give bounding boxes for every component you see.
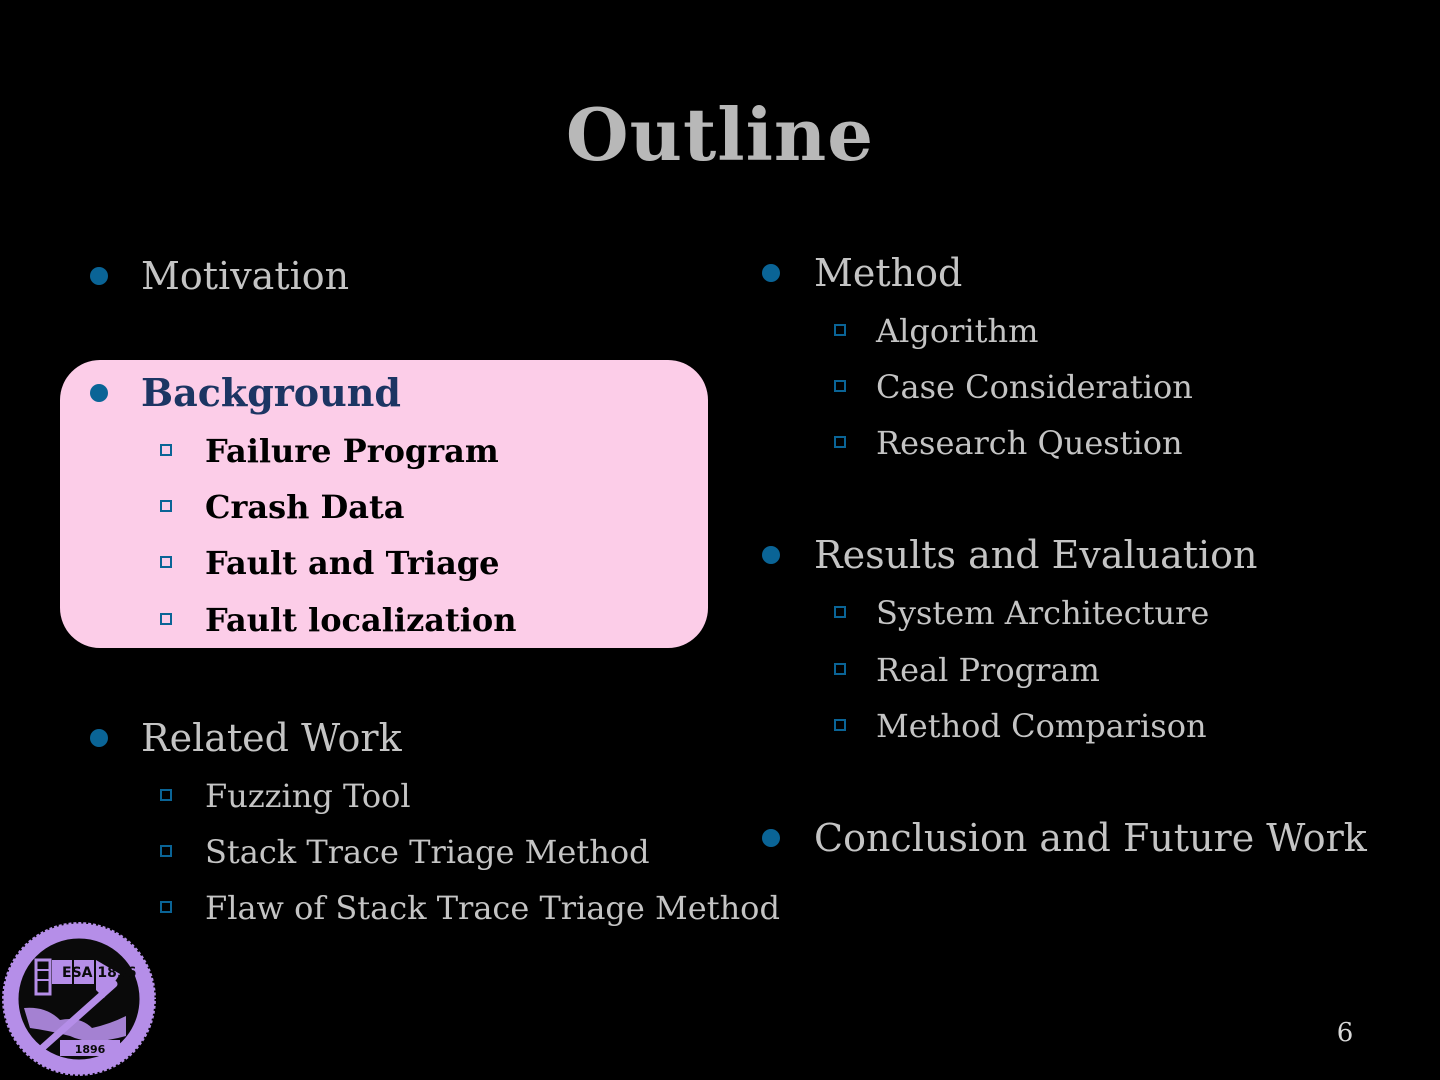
logo-year: 1896 — [74, 1043, 106, 1056]
bullet-square-icon — [834, 719, 846, 731]
bullet-dot-icon — [90, 267, 108, 285]
bullet-square-icon — [160, 613, 172, 625]
bullet-dot-icon — [762, 829, 780, 847]
bullet-dot-icon — [90, 384, 108, 402]
slide-title: Outline — [565, 92, 875, 177]
page-number: 6 — [1336, 1018, 1354, 1048]
bullet-square-icon — [160, 556, 172, 568]
bullet-square-icon — [160, 845, 172, 857]
logo-text: ESA 1896 — [62, 965, 137, 981]
bullet-dot-icon — [762, 264, 780, 282]
university-seal-icon — [0, 920, 158, 1078]
bullet-dot-icon — [762, 546, 780, 564]
bullet-square-icon — [160, 500, 172, 512]
bullet-square-icon — [160, 901, 172, 913]
bullet-square-icon — [834, 324, 846, 336]
bullet-square-icon — [834, 380, 846, 392]
bullet-square-icon — [160, 789, 172, 801]
bullet-dot-icon — [90, 729, 108, 747]
bullet-square-icon — [160, 444, 172, 456]
bullet-square-icon — [834, 606, 846, 618]
bullet-square-icon — [834, 436, 846, 448]
bullet-square-icon — [834, 663, 846, 675]
